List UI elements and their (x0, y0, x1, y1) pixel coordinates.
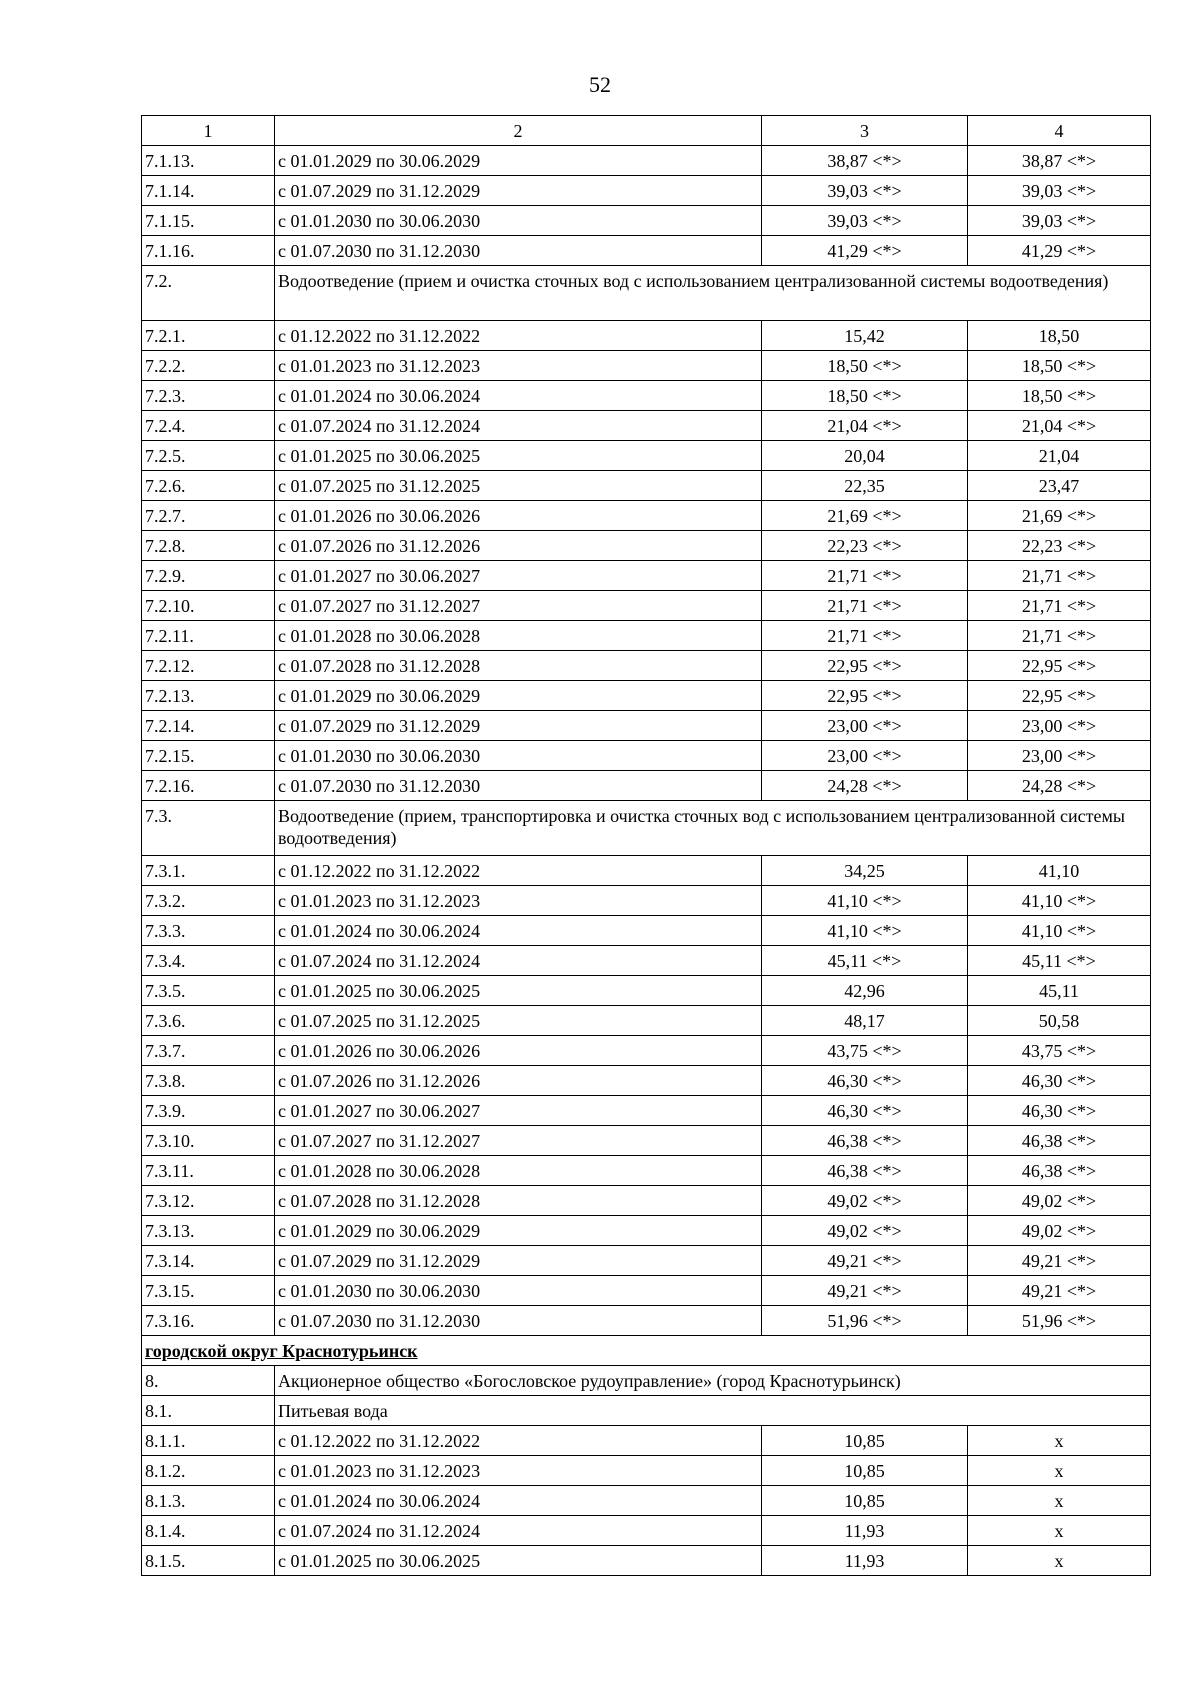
header-cell-3: 3 (762, 116, 968, 146)
row-value-col3: 20,04 (762, 441, 968, 471)
row-value-col4: 41,10 (968, 856, 1151, 886)
row-value-col4: 18,50 <*> (968, 381, 1151, 411)
row-value-col3: 18,50 <*> (762, 351, 968, 381)
row-value-col3: 22,95 <*> (762, 681, 968, 711)
table-row (142, 621, 1151, 651)
row-value-col3: 51,96 <*> (762, 1306, 968, 1336)
row-period: с 01.07.2029 по 31.12.2029 (275, 1246, 762, 1276)
row-period: с 01.07.2025 по 31.12.2025 (275, 1006, 762, 1036)
row-value-col3: 38,87 <*> (762, 146, 968, 176)
row-value-col3: 43,75 <*> (762, 1036, 968, 1066)
row-value-col4: 21,71 <*> (968, 561, 1151, 591)
table-row (142, 1276, 1151, 1306)
table-row (142, 1516, 1151, 1546)
row-value-col3: 46,30 <*> (762, 1066, 968, 1096)
row-number: 7.3.10. (142, 1126, 275, 1156)
row-period: с 01.07.2030 по 31.12.2030 (275, 236, 762, 266)
table-row (142, 531, 1151, 561)
table-row (142, 176, 1151, 206)
table-row (142, 1186, 1151, 1216)
row-number: 7.2.2. (142, 351, 275, 381)
row-value-col3: 42,96 (762, 976, 968, 1006)
row-number: 7.3.13. (142, 1216, 275, 1246)
row-value-col4: х (968, 1486, 1151, 1516)
page-number: 52 (589, 72, 611, 97)
row-value-col4: 24,28 <*> (968, 771, 1151, 801)
row-value-col3: 24,28 <*> (762, 771, 968, 801)
row-value-col4: 21,71 <*> (968, 591, 1151, 621)
row-number: 7.3.5. (142, 976, 275, 1006)
row-period: с 01.07.2027 по 31.12.2027 (275, 1126, 762, 1156)
row-number: 7.3.2. (142, 886, 275, 916)
group-number: 7.3. (142, 801, 275, 856)
row-number: 7.2.4. (142, 411, 275, 441)
row-period: с 01.07.2029 по 31.12.2029 (275, 711, 762, 741)
row-value-col3: 34,25 (762, 856, 968, 886)
row-number: 7.3.14. (142, 1246, 275, 1276)
row-value-col4: 18,50 (968, 321, 1151, 351)
row-number: 7.1.13. (142, 146, 275, 176)
row-value-col3: 41,10 <*> (762, 886, 968, 916)
row-value-col3: 11,93 (762, 1546, 968, 1576)
row-number: 7.2.16. (142, 771, 275, 801)
row-value-col3: 46,38 <*> (762, 1156, 968, 1186)
table-row (142, 1216, 1151, 1246)
group-row (142, 266, 1151, 321)
row-value-col4: 21,04 <*> (968, 411, 1151, 441)
group-number: 8. (142, 1366, 275, 1396)
row-period: с 01.07.2026 по 31.12.2026 (275, 1066, 762, 1096)
row-number: 7.3.3. (142, 916, 275, 946)
row-period: с 01.01.2027 по 30.06.2027 (275, 1096, 762, 1126)
row-value-col4: 41,10 <*> (968, 886, 1151, 916)
row-period: с 01.07.2030 по 31.12.2030 (275, 1306, 762, 1336)
row-value-col3: 45,11 <*> (762, 946, 968, 976)
row-period: с 01.01.2024 по 30.06.2024 (275, 381, 762, 411)
row-value-col4: 18,50 <*> (968, 351, 1151, 381)
row-period: с 01.07.2024 по 31.12.2024 (275, 946, 762, 976)
row-value-col4: 41,29 <*> (968, 236, 1151, 266)
row-value-col4: 51,96 <*> (968, 1306, 1151, 1336)
group-row (142, 1366, 1151, 1396)
section-row (142, 1336, 1151, 1366)
row-period: с 01.01.2029 по 30.06.2029 (275, 681, 762, 711)
group-title: Водоотведение (прием и очистка сточных вод с использованием централизованной системы водоотведения) (275, 266, 1151, 321)
row-number: 7.3.16. (142, 1306, 275, 1336)
table-row (142, 206, 1151, 236)
table-row (142, 771, 1151, 801)
row-value-col4: 49,21 <*> (968, 1246, 1151, 1276)
row-value-col4: 38,87 <*> (968, 146, 1151, 176)
row-value-col3: 23,00 <*> (762, 711, 968, 741)
row-value-col3: 21,04 <*> (762, 411, 968, 441)
header-cell-1: 1 (142, 116, 275, 146)
table-row (142, 1486, 1151, 1516)
row-value-col4: 41,10 <*> (968, 916, 1151, 946)
row-value-col4: х (968, 1516, 1151, 1546)
row-period: с 01.01.2028 по 30.06.2028 (275, 621, 762, 651)
group-number: 7.2. (142, 266, 275, 321)
row-value-col4: 21,69 <*> (968, 501, 1151, 531)
row-period: с 01.07.2027 по 31.12.2027 (275, 591, 762, 621)
table-row (142, 856, 1151, 886)
row-value-col4: 22,23 <*> (968, 531, 1151, 561)
table-row (142, 1246, 1151, 1276)
row-period: с 01.07.2024 по 31.12.2024 (275, 411, 762, 441)
tariff-table (141, 115, 1151, 1576)
row-value-col4: х (968, 1456, 1151, 1486)
row-value-col3: 22,23 <*> (762, 531, 968, 561)
row-number: 8.1.2. (142, 1456, 275, 1486)
row-value-col3: 46,38 <*> (762, 1126, 968, 1156)
row-value-col3: 41,29 <*> (762, 236, 968, 266)
table-row (142, 146, 1151, 176)
row-number: 7.2.13. (142, 681, 275, 711)
row-number: 7.3.11. (142, 1156, 275, 1186)
row-period: с 01.01.2027 по 30.06.2027 (275, 561, 762, 591)
row-number: 7.2.12. (142, 651, 275, 681)
row-number: 7.1.14. (142, 176, 275, 206)
row-number: 7.3.6. (142, 1006, 275, 1036)
row-value-col4: 23,00 <*> (968, 741, 1151, 771)
table-row (142, 741, 1151, 771)
header-cell-4: 4 (968, 116, 1151, 146)
row-value-col4: 49,02 <*> (968, 1186, 1151, 1216)
row-number: 7.3.7. (142, 1036, 275, 1066)
row-period: с 01.07.2026 по 31.12.2026 (275, 531, 762, 561)
row-value-col3: 22,95 <*> (762, 651, 968, 681)
table-row (142, 441, 1151, 471)
row-number: 7.3.4. (142, 946, 275, 976)
table-row (142, 236, 1151, 266)
table-row (142, 1006, 1151, 1036)
row-number: 7.2.9. (142, 561, 275, 591)
group-row (142, 1396, 1151, 1426)
row-period: с 01.01.2023 по 31.12.2023 (275, 1456, 762, 1486)
row-period: с 01.01.2026 по 30.06.2026 (275, 501, 762, 531)
row-value-col3: 41,10 <*> (762, 916, 968, 946)
table-body (142, 146, 1151, 1576)
row-period: с 01.01.2023 по 31.12.2023 (275, 886, 762, 916)
row-value-col3: 23,00 <*> (762, 741, 968, 771)
row-number: 7.2.5. (142, 441, 275, 471)
table-row (142, 501, 1151, 531)
row-value-col3: 39,03 <*> (762, 206, 968, 236)
row-period: с 01.01.2029 по 30.06.2029 (275, 1216, 762, 1246)
row-value-col3: 48,17 (762, 1006, 968, 1036)
row-period: с 01.12.2022 по 31.12.2022 (275, 856, 762, 886)
row-value-col3: 21,71 <*> (762, 621, 968, 651)
header-row (142, 116, 1151, 146)
row-period: с 01.01.2026 по 30.06.2026 (275, 1036, 762, 1066)
row-value-col3: 49,02 <*> (762, 1216, 968, 1246)
row-number: 7.2.14. (142, 711, 275, 741)
row-value-col3: 15,42 (762, 321, 968, 351)
table-row (142, 1036, 1151, 1066)
row-period: с 01.07.2028 по 31.12.2028 (275, 1186, 762, 1216)
row-period: с 01.01.2025 по 30.06.2025 (275, 976, 762, 1006)
table-row (142, 321, 1151, 351)
row-value-col4: 21,71 <*> (968, 621, 1151, 651)
row-period: с 01.07.2029 по 31.12.2029 (275, 176, 762, 206)
row-period: с 01.01.2024 по 30.06.2024 (275, 916, 762, 946)
table-row (142, 1126, 1151, 1156)
table-row (142, 651, 1151, 681)
row-value-col4: 50,58 (968, 1006, 1151, 1036)
row-value-col3: 46,30 <*> (762, 1096, 968, 1126)
table-row (142, 381, 1151, 411)
row-number: 8.1.1. (142, 1426, 275, 1456)
row-period: с 01.01.2025 по 30.06.2025 (275, 441, 762, 471)
row-value-col3: 21,69 <*> (762, 501, 968, 531)
table-header (142, 116, 1151, 146)
table-row (142, 351, 1151, 381)
table-row (142, 1066, 1151, 1096)
row-number: 7.2.3. (142, 381, 275, 411)
row-number: 8.1.4. (142, 1516, 275, 1546)
row-period: с 01.07.2025 по 31.12.2025 (275, 471, 762, 501)
row-value-col4: 43,75 <*> (968, 1036, 1151, 1066)
row-value-col3: 18,50 <*> (762, 381, 968, 411)
row-number: 7.3.15. (142, 1276, 275, 1306)
row-value-col3: 10,85 (762, 1456, 968, 1486)
row-value-col3: 10,85 (762, 1486, 968, 1516)
row-number: 7.3.9. (142, 1096, 275, 1126)
row-number: 7.2.7. (142, 501, 275, 531)
row-value-col4: 39,03 <*> (968, 176, 1151, 206)
header-cell-2: 2 (275, 116, 762, 146)
row-value-col3: 49,21 <*> (762, 1246, 968, 1276)
table-row (142, 1156, 1151, 1186)
table-row (142, 1306, 1151, 1336)
row-value-col4: 46,38 <*> (968, 1156, 1151, 1186)
group-row (142, 801, 1151, 856)
row-period: с 01.12.2022 по 31.12.2022 (275, 321, 762, 351)
row-value-col4: 45,11 <*> (968, 946, 1151, 976)
row-value-col4: 23,00 <*> (968, 711, 1151, 741)
row-number: 8.1.3. (142, 1486, 275, 1516)
row-number: 7.3.8. (142, 1066, 275, 1096)
table-row (142, 1546, 1151, 1576)
row-value-col3: 10,85 (762, 1426, 968, 1456)
table-row (142, 561, 1151, 591)
row-number: 7.2.15. (142, 741, 275, 771)
table-row (142, 1456, 1151, 1486)
table-row (142, 1096, 1151, 1126)
row-value-col4: 46,38 <*> (968, 1126, 1151, 1156)
table-row (142, 411, 1151, 441)
row-value-col3: 21,71 <*> (762, 561, 968, 591)
row-period: с 01.01.2030 по 30.06.2030 (275, 1276, 762, 1306)
row-number: 8.1.5. (142, 1546, 275, 1576)
row-value-col4: 22,95 <*> (968, 681, 1151, 711)
group-number: 8.1. (142, 1396, 275, 1426)
row-value-col4: 49,21 <*> (968, 1276, 1151, 1306)
row-value-col3: 11,93 (762, 1516, 968, 1546)
row-period: с 01.07.2024 по 31.12.2024 (275, 1516, 762, 1546)
group-title: Водоотведение (прием, транспортировка и очистка сточных вод с использованием централизованной системы водоотведения) (275, 801, 1151, 856)
row-period: с 01.01.2030 по 30.06.2030 (275, 741, 762, 771)
row-period: с 01.07.2030 по 31.12.2030 (275, 771, 762, 801)
row-number: 7.2.1. (142, 321, 275, 351)
row-period: с 01.01.2028 по 30.06.2028 (275, 1156, 762, 1186)
row-value-col4: х (968, 1426, 1151, 1456)
row-value-col4: 49,02 <*> (968, 1216, 1151, 1246)
row-value-col3: 22,35 (762, 471, 968, 501)
table-row (142, 711, 1151, 741)
row-value-col3: 49,02 <*> (762, 1186, 968, 1216)
row-value-col4: 46,30 <*> (968, 1066, 1151, 1096)
row-number: 7.1.16. (142, 236, 275, 266)
row-number: 7.3.12. (142, 1186, 275, 1216)
group-title: Питьевая вода (275, 1396, 1151, 1426)
table-row (142, 886, 1151, 916)
row-number: 7.2.8. (142, 531, 275, 561)
row-period: с 01.12.2022 по 31.12.2022 (275, 1426, 762, 1456)
row-number: 7.2.10. (142, 591, 275, 621)
row-period: с 01.01.2024 по 30.06.2024 (275, 1486, 762, 1516)
row-value-col3: 21,71 <*> (762, 591, 968, 621)
row-number: 7.3.1. (142, 856, 275, 886)
row-value-col4: 46,30 <*> (968, 1096, 1151, 1126)
table-row (142, 976, 1151, 1006)
row-value-col3: 39,03 <*> (762, 176, 968, 206)
row-number: 7.2.6. (142, 471, 275, 501)
table-row (142, 916, 1151, 946)
row-period: с 01.01.2025 по 30.06.2025 (275, 1546, 762, 1576)
row-period: с 01.07.2028 по 31.12.2028 (275, 651, 762, 681)
row-value-col4: х (968, 1546, 1151, 1576)
row-period: с 01.01.2029 по 30.06.2029 (275, 146, 762, 176)
group-title: Акционерное общество «Богословское рудоуправление» (город Краснотурьинск) (275, 1366, 1151, 1396)
row-value-col4: 39,03 <*> (968, 206, 1151, 236)
row-value-col4: 22,95 <*> (968, 651, 1151, 681)
row-number: 7.2.11. (142, 621, 275, 651)
row-value-col3: 49,21 <*> (762, 1276, 968, 1306)
row-period: с 01.01.2030 по 30.06.2030 (275, 206, 762, 236)
section-title: городской округ Краснотурьинск (142, 1336, 1151, 1366)
row-number: 7.1.15. (142, 206, 275, 236)
table-row (142, 471, 1151, 501)
table-row (142, 1426, 1151, 1456)
table-row (142, 946, 1151, 976)
row-value-col4: 21,04 (968, 441, 1151, 471)
row-period: с 01.01.2023 по 31.12.2023 (275, 351, 762, 381)
row-value-col4: 23,47 (968, 471, 1151, 501)
table-row (142, 591, 1151, 621)
row-value-col4: 45,11 (968, 976, 1151, 1006)
table-row (142, 681, 1151, 711)
